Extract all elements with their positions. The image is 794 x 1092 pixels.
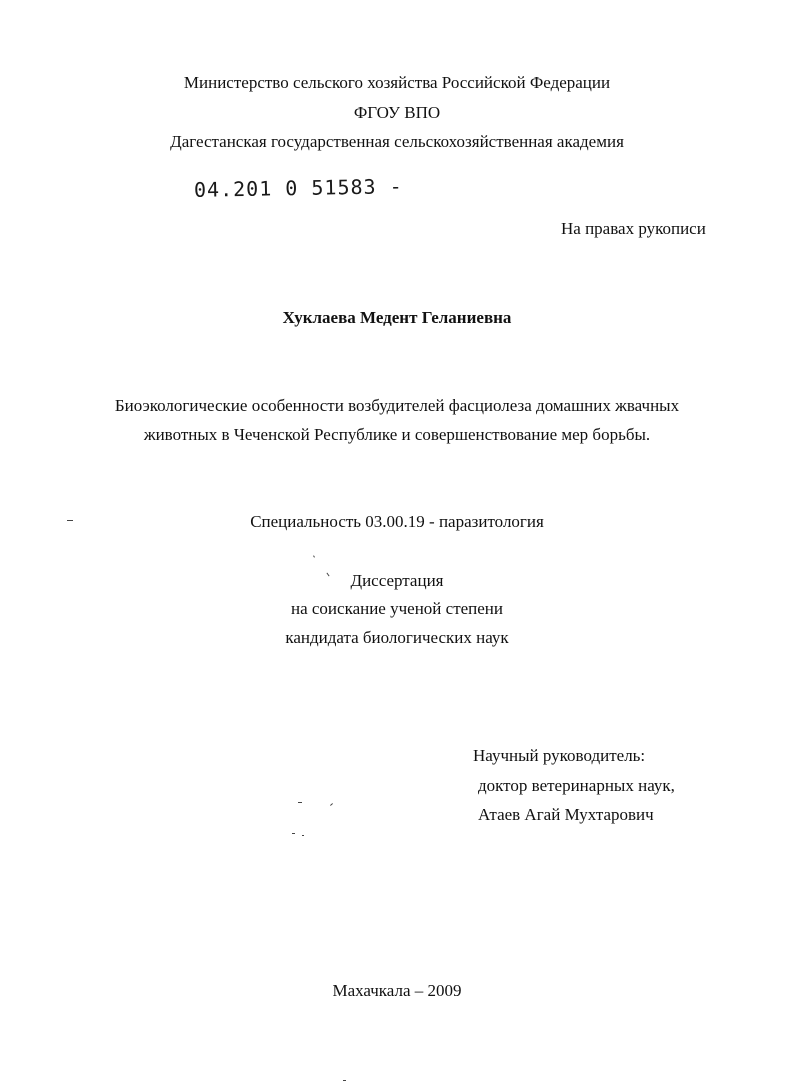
supervisor-name: Атаев Агай Мухтарович [478, 805, 654, 824]
thesis-title-line-2: животных в Чеченской Республике и совершенствование мер борьбы. [143, 425, 651, 444]
scan-speck [298, 802, 302, 803]
ministry-name: Министерство сельского хозяйства Российской Федерации [183, 73, 611, 92]
place-year: Махачкала – 2009 [332, 981, 462, 1000]
specialty: Специальность 03.00.19 - паразитология [250, 512, 544, 531]
scan-speck [343, 1080, 346, 1081]
scan-speck [313, 555, 315, 557]
scan-speck [330, 803, 333, 806]
scan-speck [67, 520, 73, 521]
org-type: ФГОУ ВПО [353, 103, 441, 122]
degree-line-2: на соискание ученой степени [290, 599, 504, 618]
supervisor-title: доктор ветеринарных наук, [478, 776, 675, 795]
scan-speck [292, 833, 295, 834]
registration-stamp: 04.201 0 51583 - [193, 174, 403, 202]
academy-name: Дагестанская государственная сельскохозяйственная академия [170, 132, 624, 151]
author-name: Хуклаева Медент Геланиевна [282, 308, 512, 327]
supervisor-label: Научный руководитель: [473, 746, 646, 765]
degree-line-3: кандидата биологических наук [285, 628, 509, 647]
manuscript-note: На правах рукописи [561, 219, 706, 238]
scan-speck [302, 835, 304, 836]
thesis-title-line-1: Биоэкологические особенности возбудителей фасциолеза домашних жвачных [114, 396, 680, 415]
degree-line-1: Диссертация [350, 571, 444, 590]
